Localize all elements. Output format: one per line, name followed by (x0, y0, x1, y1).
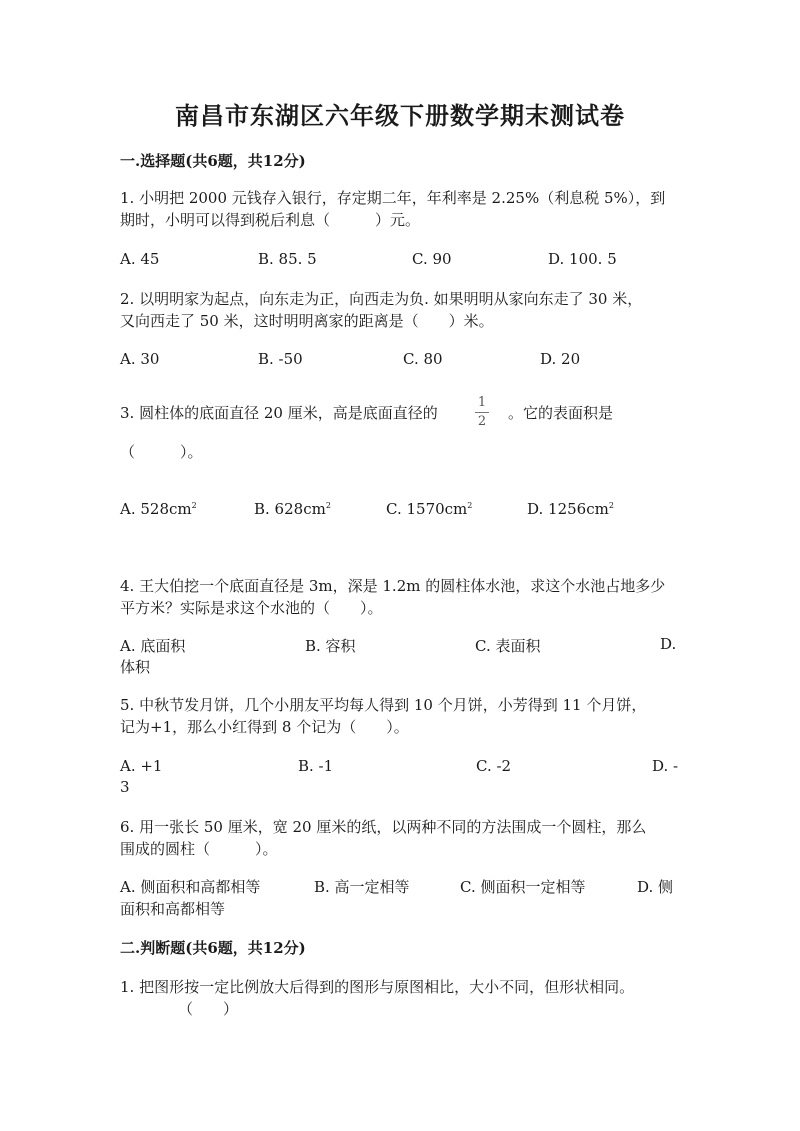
q6-option-d-wrap: 面积和高都相等 (120, 900, 226, 918)
q2-line2: 又向西走了 50 米，这时明明离家的距离是（ ）米。 (120, 312, 494, 330)
q6-line2: 围成的圆柱（ ）。 (120, 840, 278, 858)
q4-option-c: C. 表面积 (475, 637, 541, 655)
q3-line2: （ ）。 (120, 443, 203, 461)
q5-option-c: C. -2 (476, 757, 512, 775)
j1-line2: （ ） (178, 1000, 239, 1018)
q5-option-a: A. +1 (120, 757, 163, 775)
q3-option-c-sup: 2 (467, 501, 473, 510)
q3-option-c-text: C. 1570cm (386, 500, 468, 518)
q6-option-a: A. 侧面积和高都相等 (120, 878, 261, 896)
section-heading-judgment: 二.判断题(共6题，共12分) (120, 939, 306, 957)
q2-option-c: C. 80 (403, 350, 443, 368)
q6-line1: 6. 用一张长 50 厘米，宽 20 厘米的纸，以两种不同的方法围成一个圆柱，那么 (120, 818, 647, 836)
q3-option-b-text: B. 628cm (254, 500, 326, 518)
fraction-bar (475, 412, 489, 413)
q3-option-d-text: D. 1256cm (527, 500, 609, 518)
q6-option-b: B. 高一定相等 (314, 878, 410, 896)
q3-option-b-sup: 2 (325, 501, 331, 510)
q5-line2: 记为+1，那么小红得到 8 个记为（ ）。 (120, 718, 409, 736)
q6-option-c: C. 侧面积一定相等 (460, 878, 586, 896)
q3-option-d (527, 500, 614, 518)
q5-option-d: D. - (652, 757, 679, 775)
q2-option-d: D. 20 (540, 350, 581, 368)
q4-line1: 4. 王大伯挖一个底面直径是 3m，深是 1.2m 的圆柱体水池，求这个水池占地多少 (120, 577, 666, 595)
q5-line1: 5. 中秋节发月饼，几个小朋友平均每人得到 10 个月饼，小芳得到 11 个月饼， (120, 696, 647, 714)
q3-option-a (120, 500, 197, 518)
q3-option-a-text: A. 528cm (120, 500, 192, 518)
q1-option-c: C. 90 (412, 250, 452, 268)
q5-option-d-wrap: 3 (120, 778, 130, 796)
q1-option-b: B. 85. 5 (258, 250, 317, 268)
q4-option-a: A. 底面积 (120, 637, 186, 655)
q5-option-b: B. -1 (298, 757, 334, 775)
fraction-numerator: 1 (477, 395, 487, 410)
q4-option-b: B. 容积 (305, 637, 356, 655)
q4-option-d-wrap: 体积 (120, 658, 151, 676)
q3-option-d-sup: 2 (608, 501, 614, 510)
q6-option-d: D. 侧 (637, 878, 674, 896)
q1-line1: 1. 小明把 2000 元钱存入银行，存定期二年，年利率是 2.25%（利息税 5%），到 (120, 189, 666, 207)
page-title: 南昌市东湖区六年级下册数学期末测试卷 (175, 101, 625, 130)
q1-line2: 期时，小明可以得到税后利息（ ）元。 (120, 211, 421, 229)
q2-option-b: B. -50 (258, 350, 303, 368)
q3-line1-tail: 。它的表面积是 (508, 404, 614, 422)
fraction-one-half (475, 396, 489, 429)
j1-line1: 1. 把图形按一定比例放大后得到的图形与原图相比，大小不同，但形状相同。 (120, 978, 635, 996)
section-heading-choice: 一.选择题(共6题，共12分) (120, 152, 306, 170)
q3-option-c (386, 500, 472, 518)
q3-line1: 3. 圆柱体的底面直径 20 厘米，高是底面直径的 (120, 404, 438, 422)
q1-option-d: D. 100. 5 (548, 250, 617, 268)
q3-option-a-sup: 2 (191, 501, 197, 510)
q3-option-b (254, 500, 331, 518)
q1-option-a: A. 45 (120, 250, 160, 268)
fraction-denominator: 2 (477, 414, 487, 429)
q2-line1: 2. 以明明家为起点，向东走为正，向西走为负. 如果明明从家向东走了 30 米， (120, 290, 643, 308)
q4-line2: 平方米？实际是求这个水池的（ ）。 (120, 599, 383, 617)
q4-option-d: D. (660, 635, 677, 653)
q2-option-a: A. 30 (120, 350, 160, 368)
